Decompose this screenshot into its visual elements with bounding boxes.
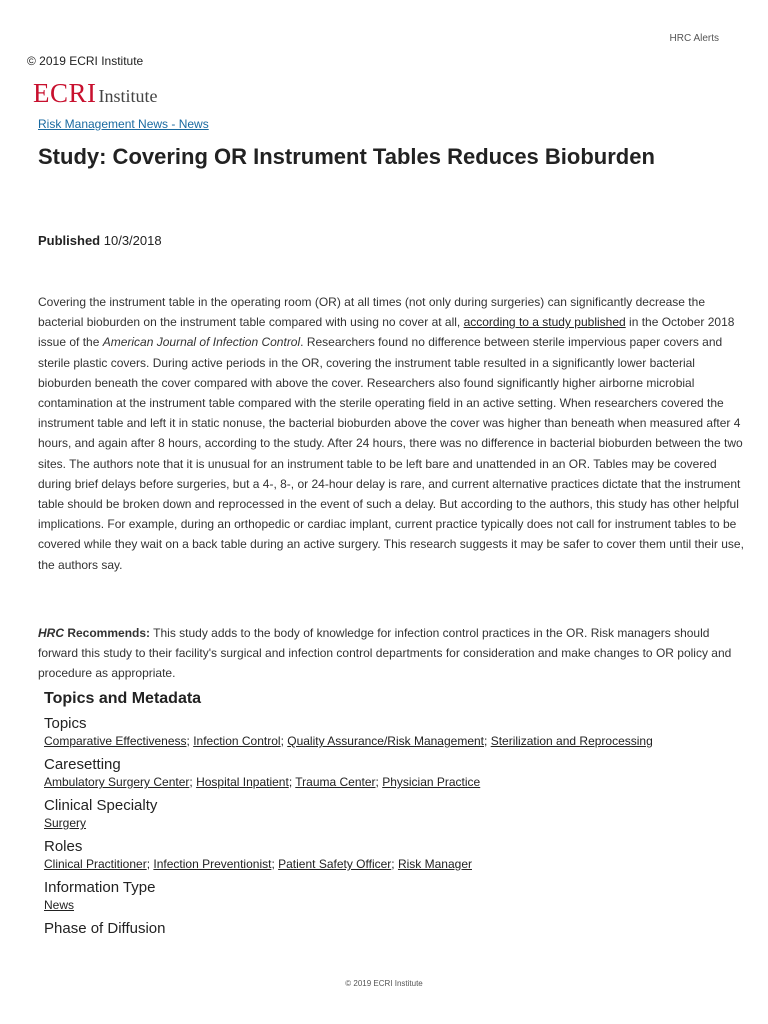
logo-suffix: Institute xyxy=(98,86,158,106)
metadata-links: Clinical Practitioner; Infection Preventionist; Patient Safety Officer; Risk Manager xyxy=(44,857,472,871)
metadata-link[interactable]: Hospital Inpatient xyxy=(196,775,289,789)
hrc-recommends xyxy=(38,623,744,683)
journal-name: American Journal of Infection Control xyxy=(102,335,301,350)
metadata-section-title: Information Type xyxy=(44,879,156,896)
metadata-link[interactable]: News xyxy=(44,898,75,912)
recommends-label xyxy=(38,626,150,640)
breadcrumb-link[interactable]: Risk Management News - News xyxy=(38,117,209,131)
body-intro: Covering the instrument table in the operating room (OR) at all times (not only during surgeries) can significantly decrease the bacterial bioburden on the instrument table compared with using no cover at all, xyxy=(38,295,705,330)
metadata-link[interactable]: Patient Safety Officer xyxy=(278,857,392,871)
metadata-links: Ambulatory Surgery Center; Hospital Inpatient; Trauma Center; Physician Practice xyxy=(44,775,481,789)
metadata-link[interactable]: Sterilization and Reprocessing xyxy=(490,734,653,748)
metadata-sections xyxy=(44,714,684,939)
topics-metadata xyxy=(44,690,684,939)
study-link[interactable]: according to a study published xyxy=(463,315,626,330)
body-rest: . Researchers found no difference between sterile impervious paper covers and sterile plastic covers. During active periods in the OR, covering the instrument table resulted in a significantly lower bacterial bioburden beneath the cover compared with above the cover. Researchers also found significantly higher airborne microbial contamination at the instrument table compared with the sterile operating field in an active setting. When researchers covered the instrument table and left it in static nonuse, the bacterial bioburden above the cover was higher than beneath when measured after 4 hours, and again after 8 hours, according to the study. After 24 hours, there was no difference in bacterial bioburden between the two sites. The authors note that it is unusual for an instrument table to be left bare and unattended in an OR. Tables may be covered during brief delays before surgeries, but a 4-, 8-, or 24-hour delay is rare, and current alternative practices dictate that the instrument table should be broken down and reprocessed in the event of such a delay. But according to the authors, this study has other helpful implications. For example, during an orthopedic or cardiac implant, current practice typically does not call for instrument tables to be covered while they wait on a back table during an active surgery. This research suggests it may be safer to cover them until their use, the authors say. xyxy=(38,335,744,572)
metadata-link[interactable]: Clinical Practitioner xyxy=(44,857,147,871)
published-line xyxy=(38,233,162,248)
metadata-section-title: Phase of Diffusion xyxy=(44,920,166,937)
metadata-links: Comparative Effectiveness; Infection Control; Quality Assurance/Risk Management; Sterilization and Reprocessing xyxy=(44,734,653,748)
published-date: 10/3/2018 xyxy=(103,233,162,248)
metadata-section-title: Clinical Specialty xyxy=(44,797,158,814)
copyright-top: © 2019 ECRI Institute xyxy=(27,54,144,68)
metadata-section-title: Roles xyxy=(44,838,83,855)
recommends-label-rest: Recommends: xyxy=(64,626,151,640)
metadata-link[interactable]: Comparative Effectiveness xyxy=(44,734,187,748)
metadata-link[interactable]: Trauma Center xyxy=(295,775,376,789)
hrc-alerts-label: HRC Alerts xyxy=(669,33,719,44)
recommends-text: This study adds to the body of knowledge for infection control practices in the OR. Risk managers should forward this study to their facility's surgical and infection control departments for consideration and make changes to OR policy and procedure as appropriate. xyxy=(38,626,732,680)
body-middle: in the October 2018 issue of the xyxy=(38,315,735,350)
footer-copyright: © 2019 ECRI Institute xyxy=(345,979,423,988)
metadata-link[interactable]: Risk Manager xyxy=(397,857,472,871)
metadata-link[interactable]: Surgery xyxy=(44,816,87,830)
published-label: Published xyxy=(38,233,101,248)
metadata-section-title: Topics xyxy=(44,715,87,732)
recommends-label-hrc: HRC xyxy=(38,626,64,640)
metadata-link[interactable]: Ambulatory Surgery Center xyxy=(44,775,190,789)
metadata-links xyxy=(44,898,684,912)
metadata-link[interactable]: Infection Control xyxy=(193,734,281,748)
metadata-link[interactable]: Quality Assurance/Risk Management xyxy=(287,734,485,748)
metadata-link[interactable]: Physician Practice xyxy=(382,775,481,789)
metadata-links xyxy=(44,816,684,830)
metadata-heading: Topics and Metadata xyxy=(44,690,202,707)
logo-brand: ECRI xyxy=(33,78,97,108)
metadata-section-title: Caresetting xyxy=(44,756,121,773)
page-title: Study: Covering OR Instrument Tables Reduces Bioburden xyxy=(38,144,655,169)
metadata-link[interactable]: Infection Preventionist xyxy=(153,857,272,871)
article-body xyxy=(38,292,744,575)
ecri-logo xyxy=(33,78,158,109)
